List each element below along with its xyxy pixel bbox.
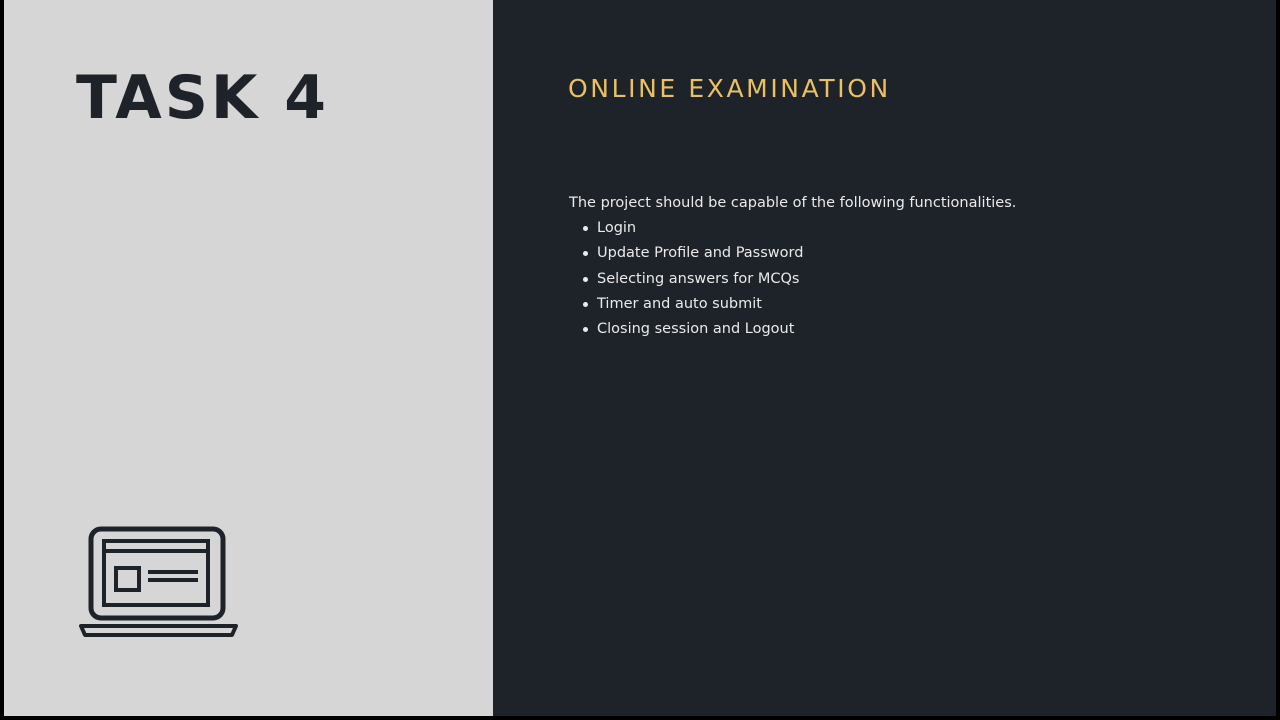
feature-label: Selecting answers for MCQs [597, 270, 800, 287]
left-panel [4, 0, 493, 716]
feature-item-update-profile [569, 241, 803, 266]
feature-item-timer [569, 292, 803, 317]
section-heading: ONLINE EXAMINATION [568, 74, 891, 103]
bullet-icon [583, 277, 588, 282]
feature-label: Login [597, 220, 637, 236]
bullet-icon [583, 251, 588, 256]
content-panel [493, 0, 1276, 716]
feature-label: Update Profile and Password [597, 245, 804, 262]
bullet-icon [583, 302, 588, 307]
intro-text: The project should be capable of the following functionalities. [569, 195, 1017, 211]
feature-label: Timer and auto submit [597, 295, 762, 312]
feature-item-selecting-answers [569, 267, 803, 292]
bullet-icon [583, 327, 588, 332]
feature-list [569, 216, 803, 342]
task-title: TASK 4 [76, 63, 330, 133]
bullet-icon [583, 226, 588, 231]
feature-item-logout [569, 317, 803, 342]
laptop-icon [78, 526, 240, 640]
feature-label: Closing session and Logout [597, 321, 795, 338]
bottom-border [0, 716, 1280, 720]
feature-item-login [569, 216, 803, 241]
